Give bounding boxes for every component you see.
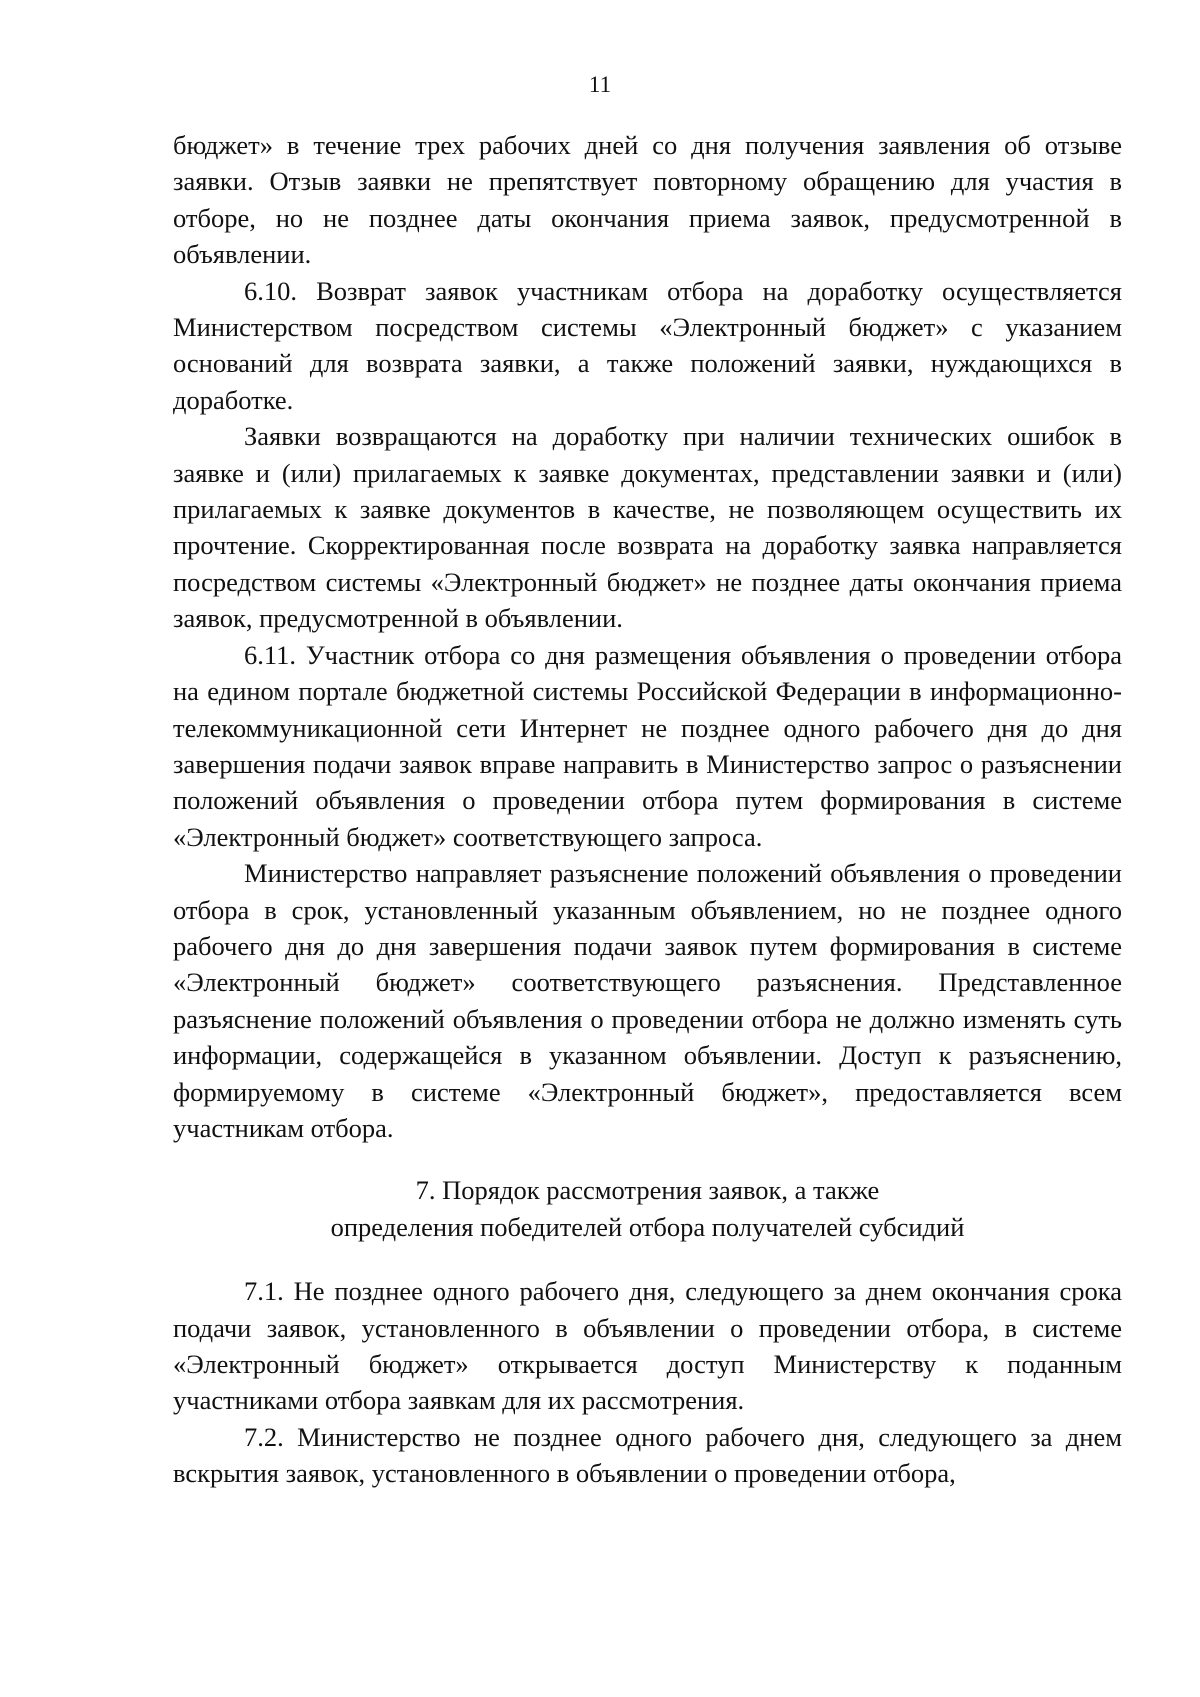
paragraph-6-10: 6.10. Возврат заявок участникам отбора на доработку осуществляется Министерством посредством системы «Электронный бюджет» с указанием оснований для возврата заявки, а также положений заявки, нуждающихся в доработке.: [173, 275, 1122, 415]
paragraph-7-1: 7.1. Не позднее одного рабочего дня, следующего за днем окончания срока подачи заявок, установленного в объявлении о проведении отбора, в системе «Электронный бюджет» открывается доступ Министерству к поданным участниками отбора заявкам для их рассмотрения.: [173, 1276, 1122, 1416]
page-number: 11: [588, 72, 612, 97]
section-heading-line-1: 7. Порядок рассмотрения заявок, а также: [415, 1175, 880, 1206]
paragraph-returned-applications: Заявки возвращаются на доработку при наличии технических ошибок в заявке и (или) прилагаемых к заявке документах, представлении заявки и (или) прилагаемых к заявке документов в качестве, не позволяющем осуществить их прочтение. Скорректированная после возврата на доработку заявка направляется посредством системы «Электронный бюджет» не позднее даты окончания приема заявок, предусмотренной в объявлении.: [173, 421, 1122, 634]
section-heading-line-2: определения победителей отбора получателей субсидий: [330, 1211, 965, 1242]
paragraph-continuation: бюджет» в течение трех рабочих дней со дня получения заявления об отзыве заявки. Отзыв заявки не препятствует повторному обращению для участия в отборе, но не позднее даты окончания приема заявок, предусмотренной в объявлении.: [173, 130, 1122, 270]
document-body: [173, 127, 1122, 1492]
paragraph-ministry-clarification: Министерство направляет разъяснение положений объявления о проведении отбора в срок, установленный указанным объявлением, но не позднее одного рабочего дня до дня завершения подачи заявок путем формирования в системе «Электронный бюджет» соответствующего разъяснения. Представленное разъяснение положений объявления о проведении отбора не должно изменять суть информации, содержащейся в указанном объявлении. Доступ к разъяснению, формируемому в системе «Электронный бюджет», предоставляется всем участникам отбора.: [173, 858, 1122, 1143]
paragraph-7-2: 7.2. Министерство не позднее одного рабочего дня, следующего за днем вскрытия заявок, установленного в объявлении о проведении отбора,: [173, 1421, 1122, 1489]
section-heading-7: [173, 1172, 1122, 1245]
paragraph-6-11: 6.11. Участник отбора со дня размещения объявления о проведении отбора на едином портале бюджетной системы Российской Федерации в информационно-телекоммуникационной сети Интернет не позднее одного рабочего дня до дня завершения подачи заявок вправе направить в Министерство запрос о разъяснении положений объявления о проведении отбора путем формирования в системе «Электронный бюджет» соответствующего запроса.: [173, 639, 1122, 852]
